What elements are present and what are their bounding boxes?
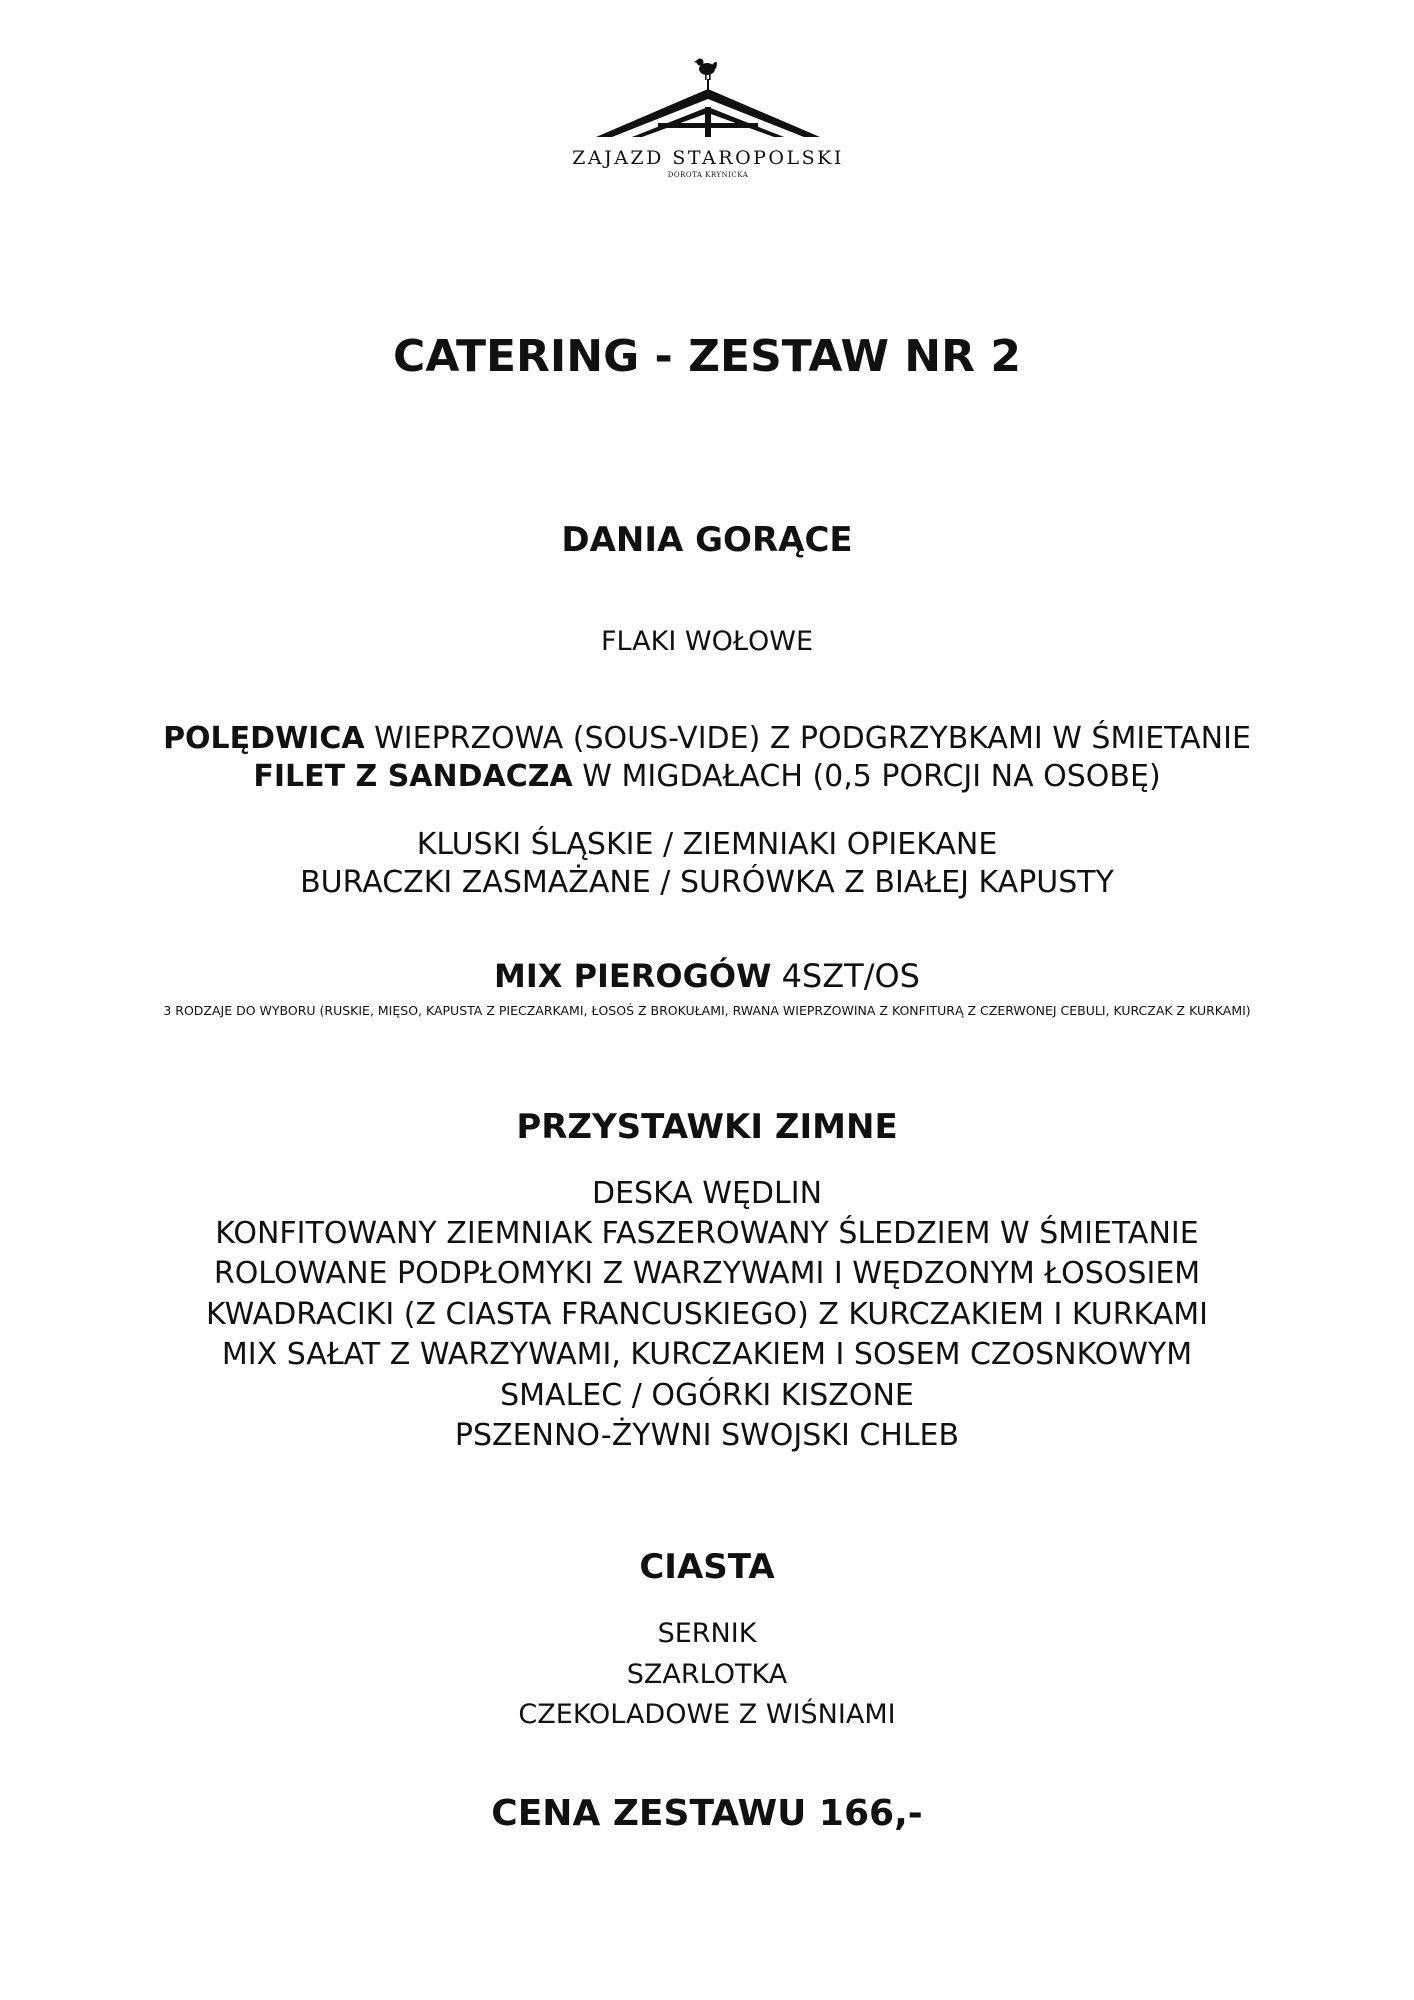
pierogi-note: 3 RODZAJE DO WYBORU (RUSKIE, MIĘSO, KAPUSTA Z PIECZARKAMI, ŁOSOŚ Z BROKUŁAMI, RWANA WIEPRZOWINA Z KONFITURĄ Z CZERWONEJ CEBULI, KURCZAK Z KURKAMI) bbox=[163, 1003, 1251, 1018]
set-price: CENA ZESTAWU 166,- bbox=[491, 1793, 923, 1834]
cake-item: SERNIK bbox=[657, 1618, 757, 1649]
pierogi-item bbox=[0, 956, 1414, 996]
cold-starters-heading: PRZYSTAWKI ZIMNE bbox=[516, 1107, 898, 1147]
main-dish-1 bbox=[0, 720, 1414, 758]
cold-starter-item: SMALEC / OGÓRKI KISZONE bbox=[500, 1378, 914, 1413]
pierogi-name: MIX PIEROGÓW bbox=[494, 957, 772, 995]
main-dish-2-desc: W MIGDAŁACH (0,5 PORCJI NA OSOBĘ) bbox=[572, 759, 1161, 794]
side-dishes-2: BURACZKI ZASMAŻANE / SURÓWKA Z BIAŁEJ KAPUSTY bbox=[300, 865, 1114, 900]
logo bbox=[560, 55, 856, 190]
hot-dishes-heading: DANIA GORĄCE bbox=[561, 520, 853, 560]
cold-starter-item: MIX SAŁAT Z WARZYWAMI, KURCZAKIEM I SOSEM CZOSNKOWYM bbox=[221, 1337, 1193, 1372]
roof-with-rooster-icon bbox=[588, 55, 828, 145]
cold-starter-item: KWADRACIKI (Z CIASTA FRANCUSKIEGO) Z KURCZAKIEM I KURKAMI bbox=[206, 1297, 1208, 1332]
cold-starter-item: ROLOWANE PODPŁOMYKI Z WARZYWAMI I WĘDZONYM ŁOSOSIEM bbox=[213, 1256, 1201, 1291]
main-dish-2 bbox=[0, 758, 1414, 796]
cold-starter-item: KONFITOWANY ZIEMNIAK FASZEROWANY ŚLEDZIEM W ŚMIETANIE bbox=[215, 1216, 1199, 1251]
cake-item: CZEKOLADOWE Z WIŚNIAMI bbox=[518, 1699, 896, 1730]
logo-subtitle: DOROTA KRYNICKA bbox=[667, 171, 749, 179]
soup-item: FLAKI WOŁOWE bbox=[600, 626, 814, 657]
cold-starter-item: PSZENNO-ŻYWNI SWOJSKI CHLEB bbox=[454, 1418, 960, 1453]
cold-starter-item: DESKA WĘDLIN bbox=[591, 1176, 823, 1211]
page-title: CATERING - ZESTAW NR 2 bbox=[393, 331, 1021, 382]
main-dish-2-name: FILET Z SANDACZA bbox=[253, 759, 573, 794]
side-dishes-1: KLUSKI ŚLĄSKIE / ZIEMNIAKI OPIEKANE bbox=[416, 827, 998, 862]
cakes-heading: CIASTA bbox=[639, 1547, 775, 1587]
cake-item: SZARLOTKA bbox=[626, 1659, 788, 1690]
logo-name: ZAJAZD STAROPOLSKI bbox=[572, 147, 844, 169]
pierogi-quantity: 4SZT/OS bbox=[771, 957, 920, 995]
main-dish-1-name: POLĘDWICA bbox=[163, 721, 365, 756]
main-dish-1-desc: WIEPRZOWA (SOUS-VIDE) Z PODGRZYBKAMI W ŚMIETANIE bbox=[364, 721, 1251, 756]
